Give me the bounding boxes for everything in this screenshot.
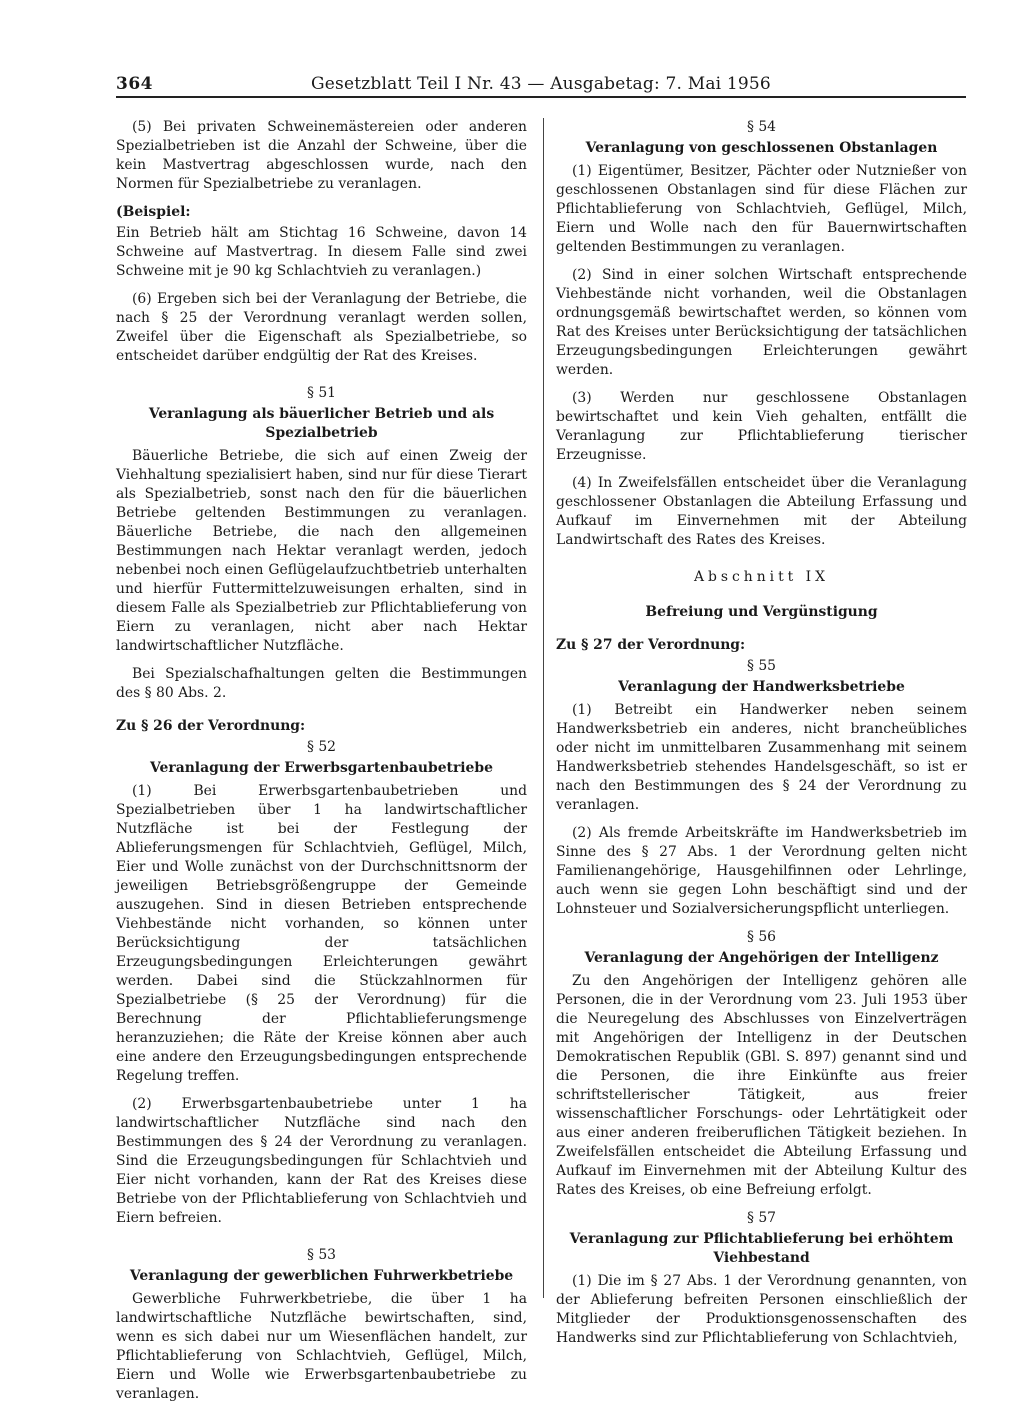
example-label: (Beispiel: (116, 204, 191, 220)
paragraph: Bäuerliche Betriebe, die sich auf einen Zweig der Viehhaltung spezialisiert haben, sind nur für diese Tierart als Spezialbetrieb, sonst nach den für die bäuerlichen Betriebe geltenden Bestimmungen zu veranlagen. Bäuerliche Betriebe, die nach den allgemeinen Bestimmungen nach Hektar veranlagt werden, jedoch nebenbei noch einen Geflügelaufzuchtbetrieb unterhalten und hierfür Futtermittelzuweisungen erhalten, sind in diesem Falle als Spezialbetrieb zur Pflichtablieferung von Eiern zu veranlagen, nicht aber nach Hektar landwirtschaftlicher Nutzfläche. (116, 448, 527, 654)
regulation-reference: Zu § 26 der Verordnung: (116, 718, 306, 734)
section-number: § 52 (306, 739, 337, 755)
section-number: § 54 (746, 119, 777, 135)
paragraph: (1) Die im § 27 Abs. 1 der Verordnung genannten, von der Ablieferung befreiten Personen einschließlich der Mitglieder der Produktionsgenossenschaften des Handwerks sind zur Pflichtablieferung von Schlachtvieh, (556, 1273, 967, 1346)
section-title: Veranlagung der Angehörigen der Intelligenz (584, 950, 939, 966)
paragraph: Zu den Angehörigen der Intelligenz gehören alle Personen, die in der Verordnung vom 23. Juli 1953 über die Neuregelung des Abschlusses von Einzelverträgen mit Angehörigen der Intelligenz in der Deutschen Demokratischen Republik (GBl. S. 897) genannt sind und die Personen, die ihre Einkünfte aus freier schriftstellerischer Tätigkeit, aus freier wissenschaftlicher Forschungs- oder Lehrtätigkeit oder aus einer anderen freiberuflichen Tätigkeit beziehen. In Zweifelsfällen entscheidet die Abteilung Erfassung und Aufkauf im Einvernehmen mit der Abteilung Kultur des Rates des Kreises, ob eine Befreiung erfolgt. (556, 973, 967, 1198)
section-title: Veranlagung der Handwerksbetriebe (618, 679, 905, 695)
page-number: 364 (116, 74, 153, 94)
chapter-title: Befreiung und Vergünstigung (645, 604, 878, 620)
section-number: § 51 (306, 385, 337, 401)
section-number: § 55 (746, 658, 777, 674)
section-title: Veranlagung zur Pflichtablieferung bei erhöhtem Viehbestand (569, 1231, 954, 1266)
section-number: § 56 (746, 929, 777, 945)
paragraph: (3) Werden nur geschlossene Obstanlagen bewirtschaftet und kein Vieh gehalten, entfällt die Veranlagung zur Pflichtablieferung tierischer Erzeugnisse. (556, 390, 967, 463)
regulation-reference: Zu § 27 der Verordnung: (556, 637, 746, 653)
section-number: § 57 (746, 1210, 777, 1226)
right-column (556, 118, 967, 1357)
paragraph: (2) Als fremde Arbeitskräfte im Handwerksbetrieb im Sinne des § 27 Abs. 1 der Verordnung gelten nicht Familienangehörige, Hausgehilfinnen oder Lehrlinge, auch wenn sie gegen Lohn beschäftigt sind und der Lohnsteuer und Sozialversicherungspflicht unterliegen. (556, 825, 967, 917)
left-column (116, 118, 527, 1413)
paragraph: (2) Sind in einer solchen Wirtschaft entsprechende Viehbestände nicht vorhanden, weil die Obstanlagen ordnungsgemäß bewirtschaftet werden, so können vom Rat des Kreises unter Berücksichtigung der tatsächlichen Erzeugungsbedingungen Erleichterungen gewährt werden. (556, 267, 967, 378)
section-number: § 53 (306, 1247, 337, 1263)
paragraph: (1) Eigentümer, Besitzer, Pächter oder Nutznießer von geschlossenen Obstanlagen sind für diese Flächen zur Pflichtablieferung von Schlachtvieh, Geflügel, Milch, Eiern und Wolle nach den für Bauernwirtschaften geltenden Bestimmungen zu veranlagen. (556, 163, 967, 255)
section-title: Veranlagung als bäuerlicher Betrieb und als Spezialbetrieb (148, 406, 495, 441)
section-title: Veranlagung von geschlossenen Obstanlagen (585, 140, 938, 156)
paragraph: (1) Betreibt ein Handwerker neben seinem Handwerksbetrieb ein anderes, nicht brancheübliches oder nicht im unmittelbaren Zusammenhang mit seinem Handwerksbetrieb stehendes Handelsgeschäft, so ist er nach den Bestimmungen des § 24 der Verordnung zu veranlagen. (556, 702, 967, 813)
paragraph: Bei Spezialschafhaltungen gelten die Bestimmungen des § 80 Abs. 2. (116, 666, 527, 701)
page-header (116, 74, 966, 98)
paragraph: (5) Bei privaten Schweinemästereien oder anderen Spezialbetrieben ist die Anzahl der Schweine, über die kein Mastvertrag abgeschlossen wurde, nach den Normen für Spezialbetriebe zu veranlagen. (116, 119, 527, 192)
paragraph: Gewerbliche Fuhrwerkbetriebe, die über 1 ha landwirtschaftliche Nutzfläche bewirtschaften, sind, wenn es sich dabei nur um Wiesenflächen handelt, zur Pflichtablieferung von Schlachtvieh, Geflügel, Milch, Eiern und Wolle wie Erwerbsgartenbaubetriebe zu veranlagen. (116, 1291, 527, 1402)
section-title: Veranlagung der Erwerbsgartenbaubetriebe (150, 760, 493, 776)
section-title: Veranlagung der gewerblichen Fuhrwerkbetriebe (129, 1268, 514, 1284)
example-text: Ein Betrieb hält am Stichtag 16 Schweine, davon 14 Schweine auf Mastvertrag. In diesem Falle sind zwei Schweine mit je 90 kg Schlachtvieh zu veranlagen.) (116, 225, 527, 279)
chapter-heading: Abschnitt IX (693, 569, 830, 585)
paragraph: (4) In Zweifelsfällen entscheidet über die Veranlagung geschlossener Obstanlagen die Abteilung Erfassung und Aufkauf im Einvernehmen mit der Abteilung Landwirtschaft des Rates des Kreises. (556, 475, 967, 548)
column-divider (543, 118, 544, 1298)
paragraph: (1) Bei Erwerbsgartenbaubetrieben und Spezialbetrieben über 1 ha landwirtschaftlicher Nutzfläche ist bei der Festlegung der Ablieferungsmengen für Schlachtvieh, Geflügel, Milch, Eier und Wolle zunächst von der Durchschnittsnorm der jeweiligen Betriebsgrößengruppe der Gemeinde auszugehen. Sind in diesen Betrieben entsprechende Viehbestände nicht vorhanden, so können unter Berücksichtigung der tatsächlichen Erzeugungsbedingungen Erleichterungen gewährt werden. Dabei sind die Stückzahlnormen für Spezialbetriebe (§ 25 der Verordnung) für die Berechnung der Pflichtablieferungsmenge heranzuziehen; die Räte der Kreise können aber auch eine andere den Erzeugungsbedingungen entsprechende Regelung treffen. (116, 783, 527, 1084)
running-title: Gesetzblatt Teil I Nr. 43 — Ausgabetag: 7. Mai 1956 (311, 74, 771, 94)
paragraph: (6) Ergeben sich bei der Veranlagung der Betriebe, die nach § 25 der Verordnung veranlagt werden sollen, Zweifel über die Eigenschaft als Spezialbetriebe, so entscheidet darüber endgültig der Rat des Kreises. (116, 291, 527, 364)
paragraph: (2) Erwerbsgartenbaubetriebe unter 1 ha landwirtschaftlicher Nutzfläche sind nach den Bestimmungen des § 24 der Verordnung zu veranlagen. Sind die Erzeugungsbedingungen für Schlachtvieh und Eier nicht vorhanden, kann der Rat des Kreises diese Betriebe von der Pflichtablieferung von Schlachtvieh und Eiern befreien. (116, 1096, 527, 1226)
